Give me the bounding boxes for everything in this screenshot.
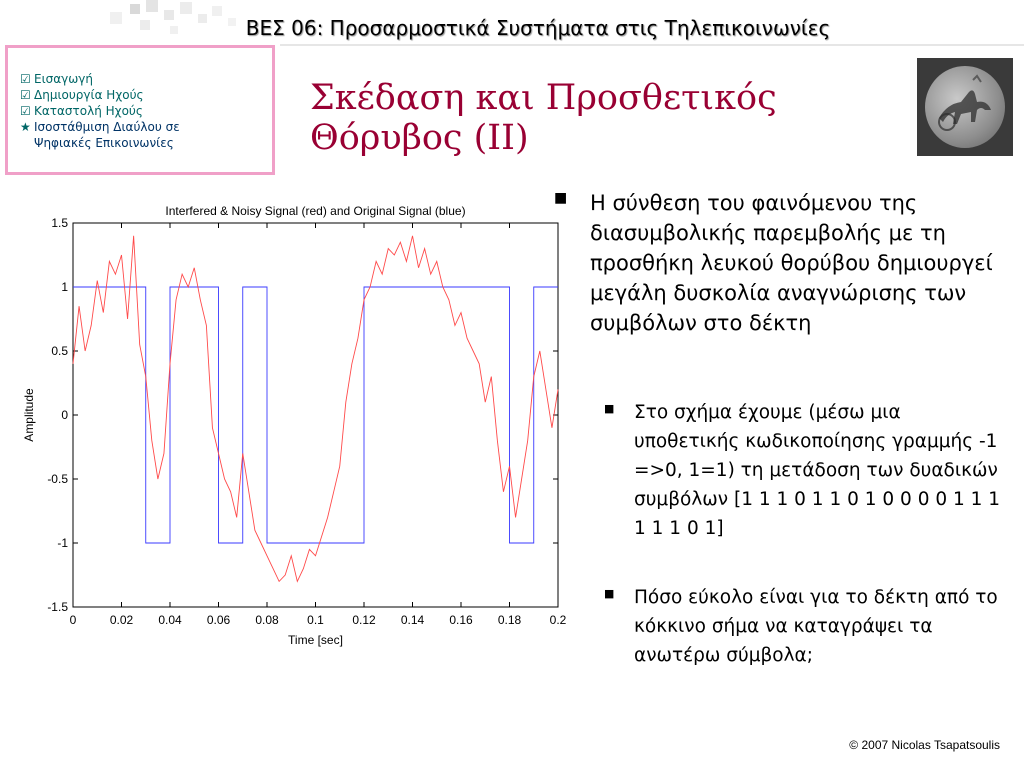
copyright-notice: © 2007 Nicolas Tsapatsoulis: [849, 738, 1000, 752]
x-tick-label: 0.04: [158, 613, 182, 627]
header-divider: [280, 44, 1024, 46]
y-tick-label: -0.5: [47, 472, 68, 486]
checkbox-icon: ☑: [20, 104, 31, 118]
coin-logo: [917, 58, 1013, 156]
signal-chart: [15, 195, 575, 655]
toc-item-label: Δημιουργία Ηχούς: [34, 88, 144, 102]
star-icon: ★: [20, 120, 31, 134]
slide-title-line2: Θόρυβος (ΙΙ): [310, 118, 529, 158]
x-tick-label: 0.16: [449, 613, 473, 627]
bullet-main-text: Η σύνθεση του φαινόμενου της διασυμβολικής παρεμβολής με τη προσθήκη λευκού θορύβου δημιουργεί μεγάλη δυσκολία αναγνώρισης των συμβόλων στο δέκτη: [590, 191, 993, 335]
x-tick-label: 0.06: [206, 613, 231, 627]
x-tick-label: 0: [69, 613, 77, 627]
chart-title: Interfered & Noisy Signal (red) and Original Signal (blue): [165, 204, 466, 218]
bullet-sub-1-text: Στο σχήμα έχουμε (μέσω μια υποθετικής κωδικοποίησης γραμμής -1 =>0, 1=1) τη μετάδοση των δυαδικών συμβόλων [1 1 1 0 1 1 0 1 0 0 0 0 1 1 1 1 1 1 0 1]: [634, 402, 1001, 539]
x-tick-label: 0.12: [352, 613, 376, 627]
toc-item-introduction[interactable]: [20, 72, 93, 86]
y-tick-label: 1.5: [51, 216, 68, 230]
x-tick-label: 0.02: [109, 613, 134, 627]
x-tick-label: 0.1: [307, 613, 324, 627]
y-tick-label: 0.5: [51, 344, 68, 358]
toc-item-label: Εισαγωγή: [34, 72, 94, 86]
square-bullet-icon: ■: [604, 587, 615, 600]
y-tick-label: -1: [57, 536, 68, 550]
bullet-sub-2-text: Πόσο εύκολο είναι για το δέκτη από το κόκκινο σήμα να καταγράψει τα ανωτέρω σύμβολα;: [634, 587, 998, 666]
toc-item-echo-cancellation[interactable]: [20, 104, 143, 118]
checkbox-icon: ☑: [20, 72, 31, 86]
slide-title: [310, 78, 777, 158]
toc-item-label: Καταστολή Ηχούς: [34, 104, 143, 118]
coin-disc: [925, 66, 1005, 148]
toc-item-label: Ψηφιακές Επικοινωνίες: [34, 136, 174, 150]
x-tick-label: 0.2: [549, 613, 567, 627]
toc-box: [5, 45, 275, 175]
toc-item-channel-equalization-line2[interactable]: [20, 136, 174, 150]
x-tick-label: 0.08: [255, 613, 279, 627]
toc-item-echo-generation[interactable]: [20, 88, 144, 102]
chariot-icon: [925, 66, 1005, 148]
square-bullet-icon: ■: [604, 402, 615, 415]
y-axis-label: Amplitude: [22, 388, 36, 442]
course-title: ΒΕΣ 06: Προσαρμοστικά Συστήματα στις Τηλεπικοινωνίες: [245, 16, 831, 40]
y-tick-label: 1: [61, 280, 68, 294]
x-tick-label: 0.18: [497, 613, 522, 627]
slide-title-line1: Σκέδαση και Προσθετικός: [310, 78, 777, 118]
y-tick-label: -1.5: [47, 600, 68, 614]
x-axis-label: Time [sec]: [288, 633, 343, 647]
toc-item-label: Ισοστάθμιση Διαύλου σε: [34, 120, 180, 134]
square-bullet-icon: ■: [554, 190, 568, 206]
x-tick-label: 0.14: [400, 613, 425, 627]
toc-item-channel-equalization[interactable]: [20, 120, 180, 134]
checkbox-icon: ☑: [20, 88, 31, 102]
y-tick-label: 0: [61, 408, 68, 422]
